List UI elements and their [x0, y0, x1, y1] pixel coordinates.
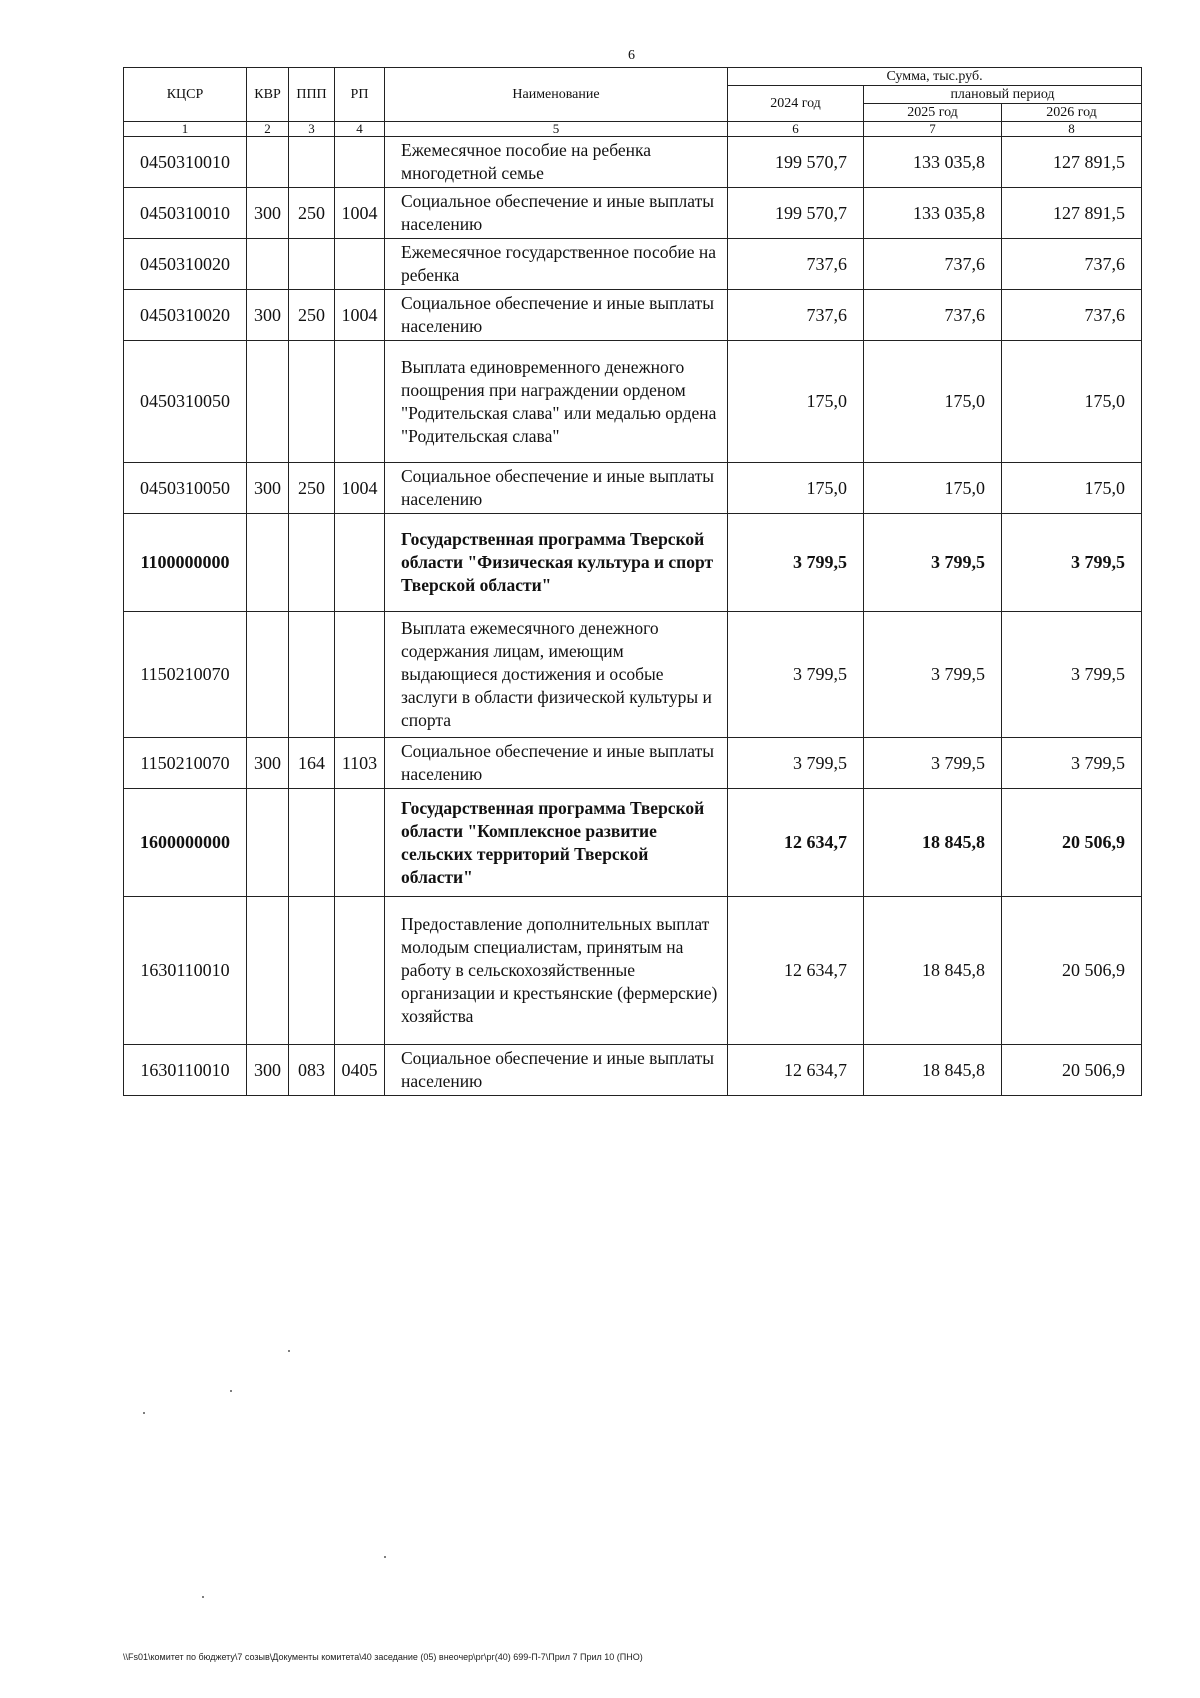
- amount-2025-cell: 18 845,8: [864, 789, 1002, 897]
- amount-2025-cell: 737,6: [864, 290, 1002, 341]
- amount-2025-cell: 18 845,8: [864, 1045, 1002, 1096]
- column-number: 6: [728, 122, 864, 137]
- amount-2026-cell: 127 891,5: [1002, 137, 1142, 188]
- table-row: [124, 239, 1142, 290]
- kcsr-cell: 1630110010: [124, 897, 247, 1045]
- amount-2025-cell: 133 035,8: [864, 137, 1002, 188]
- amount-2026-cell: 175,0: [1002, 463, 1142, 514]
- page-number: 6: [628, 48, 635, 63]
- scan-speck: [230, 1390, 232, 1392]
- table-body: [124, 137, 1142, 1096]
- scan-speck: [288, 1350, 290, 1352]
- kcsr-cell: 0450310020: [124, 290, 247, 341]
- kcsr-cell: 1600000000: [124, 789, 247, 897]
- rp-cell: [335, 137, 385, 188]
- ppp-cell: 083: [289, 1045, 335, 1096]
- column-number: 2: [247, 122, 289, 137]
- header-kvr: КВР: [247, 68, 289, 122]
- header-planned-period: плановый период: [864, 86, 1142, 104]
- kcsr-cell: 1150210070: [124, 612, 247, 738]
- amount-2025-cell: 3 799,5: [864, 738, 1002, 789]
- column-number: 8: [1002, 122, 1142, 137]
- ppp-cell: 250: [289, 463, 335, 514]
- kcsr-cell: 0450310010: [124, 188, 247, 239]
- name-cell: Социальное обеспечение и иные выплаты населению: [385, 738, 728, 789]
- amount-2024-cell: 3 799,5: [728, 514, 864, 612]
- table-row: [124, 188, 1142, 239]
- name-cell: Выплата ежемесячного денежного содержания лицам, имеющим выдающиеся достижения и особые заслуги в области физической культуры и спорта: [385, 612, 728, 738]
- kcsr-cell: 0450310050: [124, 463, 247, 514]
- amount-2026-cell: 175,0: [1002, 341, 1142, 463]
- amount-2025-cell: 18 845,8: [864, 897, 1002, 1045]
- amount-2025-cell: 737,6: [864, 239, 1002, 290]
- amount-2025-cell: 3 799,5: [864, 612, 1002, 738]
- table-row: [124, 897, 1142, 1045]
- header-sum-group: Сумма, тыс.руб.: [728, 68, 1142, 86]
- kcsr-cell: 1100000000: [124, 514, 247, 612]
- ppp-cell: [289, 514, 335, 612]
- name-cell: Социальное обеспечение и иные выплаты населению: [385, 188, 728, 239]
- kvr-cell: 300: [247, 738, 289, 789]
- amount-2024-cell: 737,6: [728, 239, 864, 290]
- name-cell: Государственная программа Тверской области "Комплексное развитие сельских территорий Тверской области": [385, 789, 728, 897]
- kvr-cell: 300: [247, 188, 289, 239]
- amount-2026-cell: 20 506,9: [1002, 789, 1142, 897]
- table-row: [124, 463, 1142, 514]
- rp-cell: 1103: [335, 738, 385, 789]
- name-cell: Ежемесячное пособие на ребенка многодетной семье: [385, 137, 728, 188]
- kcsr-cell: 0450310020: [124, 239, 247, 290]
- table-header: [124, 68, 1142, 137]
- column-number-row: [124, 122, 1142, 137]
- kvr-cell: 300: [247, 1045, 289, 1096]
- amount-2024-cell: 3 799,5: [728, 612, 864, 738]
- kvr-cell: [247, 239, 289, 290]
- rp-cell: 1004: [335, 290, 385, 341]
- amount-2024-cell: 737,6: [728, 290, 864, 341]
- amount-2025-cell: 175,0: [864, 463, 1002, 514]
- kcsr-cell: 0450310010: [124, 137, 247, 188]
- header-rp: РП: [335, 68, 385, 122]
- amount-2026-cell: 3 799,5: [1002, 612, 1142, 738]
- name-cell: Государственная программа Тверской области "Физическая культура и спорт Тверской области": [385, 514, 728, 612]
- header-year-2025: 2025 год: [864, 104, 1002, 122]
- amount-2026-cell: 737,6: [1002, 239, 1142, 290]
- header-year-2024: 2024 год: [728, 86, 864, 122]
- kcsr-cell: 1150210070: [124, 738, 247, 789]
- amount-2025-cell: 133 035,8: [864, 188, 1002, 239]
- rp-cell: 0405: [335, 1045, 385, 1096]
- rp-cell: [335, 789, 385, 897]
- amount-2026-cell: 20 506,9: [1002, 1045, 1142, 1096]
- amount-2025-cell: 175,0: [864, 341, 1002, 463]
- header-year-2026: 2026 год: [1002, 104, 1142, 122]
- rp-cell: [335, 897, 385, 1045]
- amount-2024-cell: 12 634,7: [728, 897, 864, 1045]
- file-path-footer: \\Fs01\комитет по бюджету\7 созыв\Документы комитета\40 заседание (05) внеочер\рг\рг(40) 699-П-7\Прил 7 Прил 10 (ПНО): [123, 1652, 643, 1662]
- rp-cell: [335, 514, 385, 612]
- kvr-cell: [247, 612, 289, 738]
- scan-speck: [384, 1556, 386, 1558]
- column-number: 4: [335, 122, 385, 137]
- header-ppp: ППП: [289, 68, 335, 122]
- header-kcsr: КЦСР: [124, 68, 247, 122]
- rp-cell: 1004: [335, 463, 385, 514]
- ppp-cell: 250: [289, 188, 335, 239]
- ppp-cell: 164: [289, 738, 335, 789]
- ppp-cell: [289, 239, 335, 290]
- kcsr-cell: 0450310050: [124, 341, 247, 463]
- header-name: Наименование: [385, 68, 728, 122]
- budget-table: [123, 67, 1142, 1096]
- ppp-cell: [289, 612, 335, 738]
- amount-2024-cell: 175,0: [728, 341, 864, 463]
- kvr-cell: 300: [247, 290, 289, 341]
- table-row: [124, 612, 1142, 738]
- table-row: [124, 137, 1142, 188]
- column-number: 1: [124, 122, 247, 137]
- amount-2026-cell: 737,6: [1002, 290, 1142, 341]
- column-number: 5: [385, 122, 728, 137]
- kvr-cell: [247, 789, 289, 897]
- amount-2024-cell: 175,0: [728, 463, 864, 514]
- kvr-cell: 300: [247, 463, 289, 514]
- table-row: [124, 290, 1142, 341]
- scan-speck: [143, 1412, 145, 1414]
- name-cell: Выплата единовременного денежного поощрения при награждении орденом "Родительская слава" или медалью ордена "Родительская слава": [385, 341, 728, 463]
- amount-2026-cell: 127 891,5: [1002, 188, 1142, 239]
- table-row: [124, 514, 1142, 612]
- name-cell: Социальное обеспечение и иные выплаты населению: [385, 463, 728, 514]
- scan-speck: [202, 1596, 204, 1598]
- table-row: [124, 1045, 1142, 1096]
- ppp-cell: [289, 341, 335, 463]
- kvr-cell: [247, 341, 289, 463]
- amount-2024-cell: 12 634,7: [728, 1045, 864, 1096]
- rp-cell: [335, 612, 385, 738]
- kvr-cell: [247, 137, 289, 188]
- name-cell: Социальное обеспечение и иные выплаты населению: [385, 1045, 728, 1096]
- table-row: [124, 738, 1142, 789]
- ppp-cell: [289, 137, 335, 188]
- amount-2024-cell: 12 634,7: [728, 789, 864, 897]
- amount-2024-cell: 199 570,7: [728, 137, 864, 188]
- ppp-cell: 250: [289, 290, 335, 341]
- amount-2024-cell: 3 799,5: [728, 738, 864, 789]
- kvr-cell: [247, 897, 289, 1045]
- table-row: [124, 341, 1142, 463]
- kvr-cell: [247, 514, 289, 612]
- kcsr-cell: 1630110010: [124, 1045, 247, 1096]
- name-cell: Социальное обеспечение и иные выплаты населению: [385, 290, 728, 341]
- table-row: [124, 789, 1142, 897]
- name-cell: Ежемесячное государственное пособие на ребенка: [385, 239, 728, 290]
- rp-cell: [335, 239, 385, 290]
- rp-cell: [335, 341, 385, 463]
- ppp-cell: [289, 789, 335, 897]
- amount-2024-cell: 199 570,7: [728, 188, 864, 239]
- column-number: 3: [289, 122, 335, 137]
- amount-2025-cell: 3 799,5: [864, 514, 1002, 612]
- amount-2026-cell: 20 506,9: [1002, 897, 1142, 1045]
- column-number: 7: [864, 122, 1002, 137]
- name-cell: Предоставление дополнительных выплат молодым специалистам, принятым на работу в сельскохозяйственные организации и крестьянские (фермерские) хозяйства: [385, 897, 728, 1045]
- rp-cell: 1004: [335, 188, 385, 239]
- ppp-cell: [289, 897, 335, 1045]
- amount-2026-cell: 3 799,5: [1002, 738, 1142, 789]
- amount-2026-cell: 3 799,5: [1002, 514, 1142, 612]
